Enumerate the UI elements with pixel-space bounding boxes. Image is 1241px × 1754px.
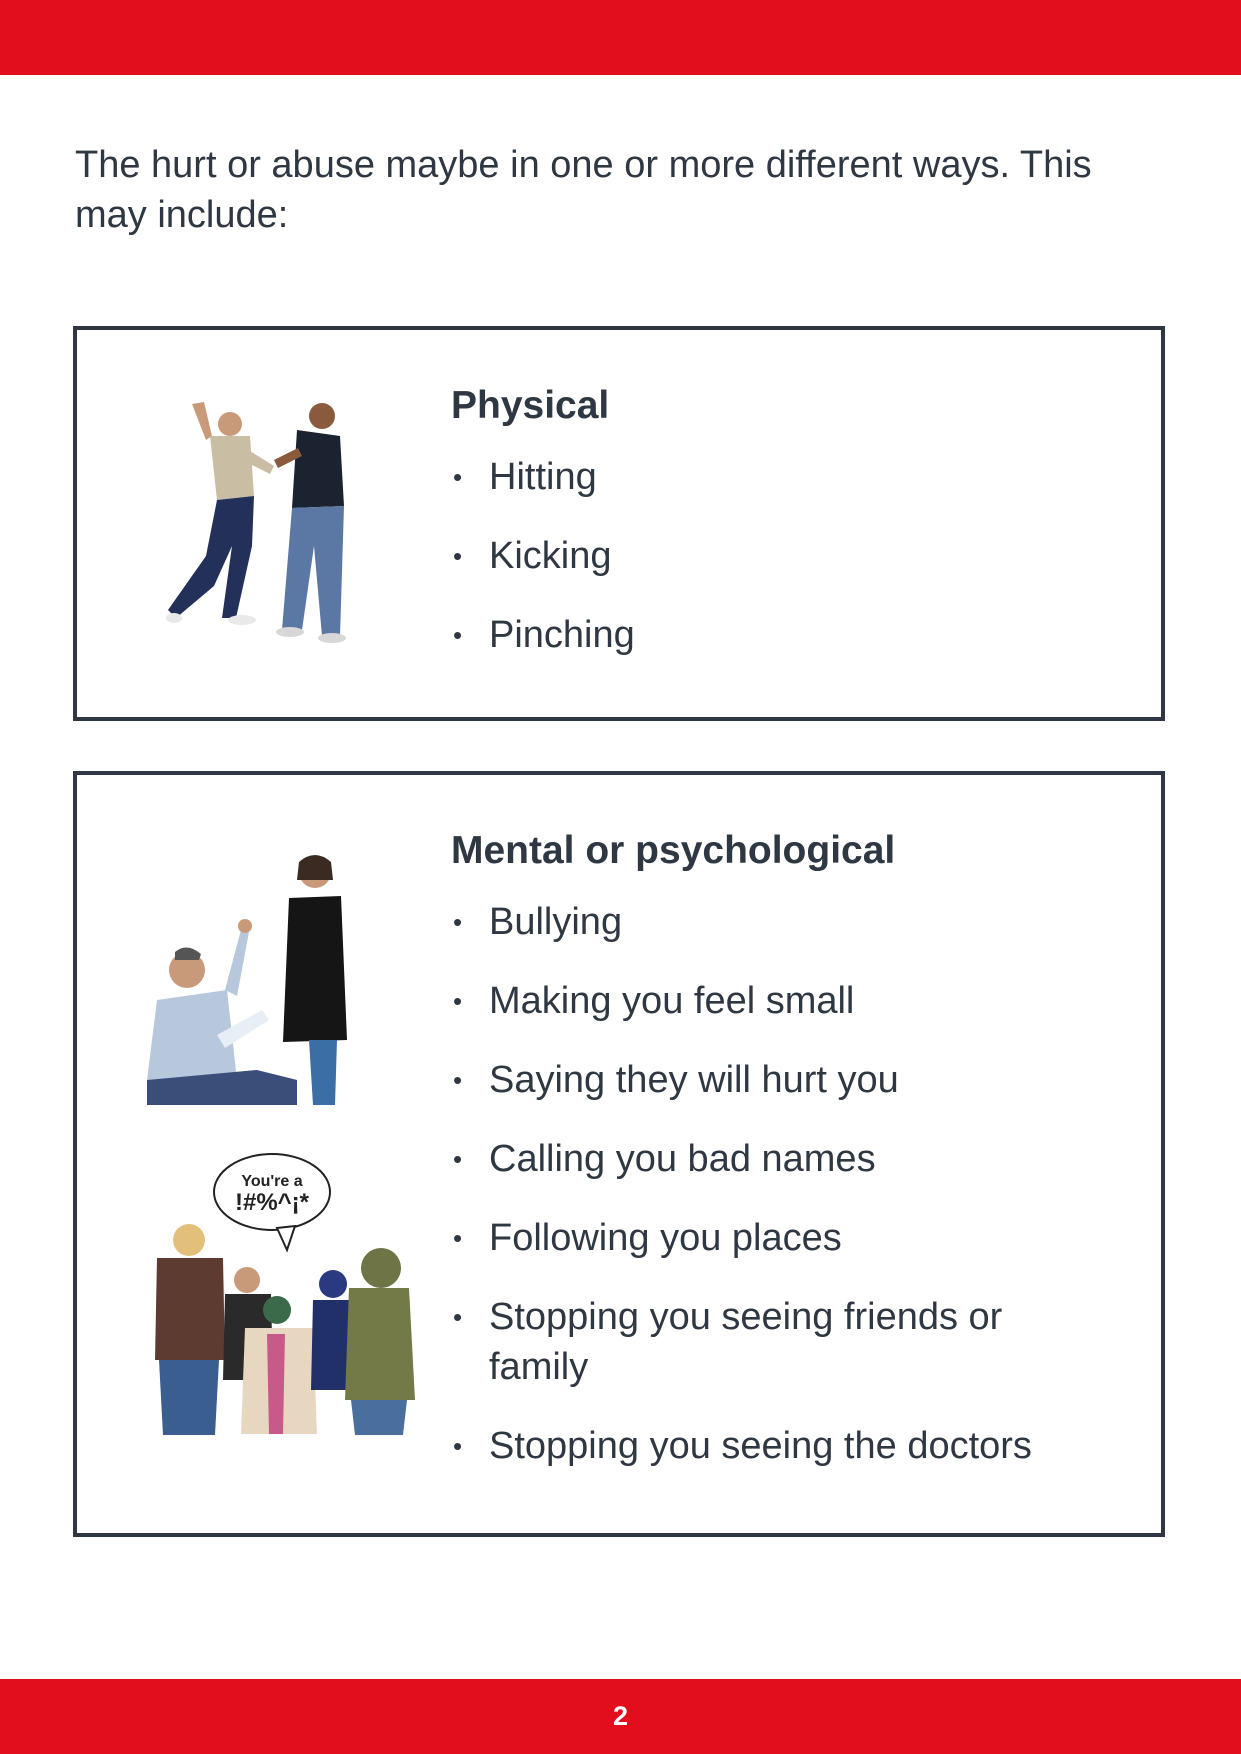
list-item: • Stopping you seeing friends or family: [451, 1292, 1049, 1392]
bullet-icon: •: [453, 620, 463, 650]
footer-banner: [0, 1679, 1241, 1754]
speech-bubble-line-1: You're a: [241, 1173, 303, 1190]
list-item: • Hitting: [451, 452, 635, 502]
list-item: • Stopping you seeing the doctors: [451, 1421, 1049, 1471]
mental-abuse-box: [73, 771, 1165, 1537]
list-item: • Bullying: [451, 897, 1049, 947]
intro-text: The hurt or abuse maybe in one or more different ways. This may include:: [75, 144, 1092, 236]
list-item: • Kicking: [451, 531, 635, 581]
bullet-icon: •: [453, 462, 463, 492]
bullet-icon: •: [453, 1144, 463, 1174]
bullet-icon: •: [453, 907, 463, 937]
list-item: • Saying they will hurt you: [451, 1055, 1049, 1105]
speech-bubble-line-2: !#%^¡*: [234, 1189, 310, 1216]
mental-heading: Mental or psychological: [451, 829, 896, 872]
list-item: • Pinching: [451, 610, 635, 660]
mental-list: [451, 897, 1049, 1471]
bullet-icon: •: [453, 1431, 463, 1461]
mental-content: [451, 827, 1049, 1500]
fighting-men-illustration: [162, 396, 362, 646]
bullet-icon: •: [453, 541, 463, 571]
physical-content: [451, 382, 635, 689]
physical-heading: Physical: [451, 384, 610, 427]
bullet-icon: •: [453, 1223, 463, 1253]
list-item: • Following you places: [451, 1213, 1049, 1263]
page-number: 2: [612, 1701, 629, 1731]
list-item: • Calling you bad names: [451, 1134, 1049, 1184]
physical-abuse-box: [73, 326, 1165, 721]
shouting-person-illustration: [137, 850, 377, 1110]
top-banner: [0, 0, 1241, 75]
bullet-icon: •: [453, 1065, 463, 1095]
physical-list: [451, 452, 635, 660]
group-bullying-illustration: [127, 1150, 417, 1440]
bullet-icon: •: [453, 986, 463, 1016]
bullet-icon: •: [453, 1302, 463, 1332]
list-item: • Making you feel small: [451, 976, 1049, 1026]
